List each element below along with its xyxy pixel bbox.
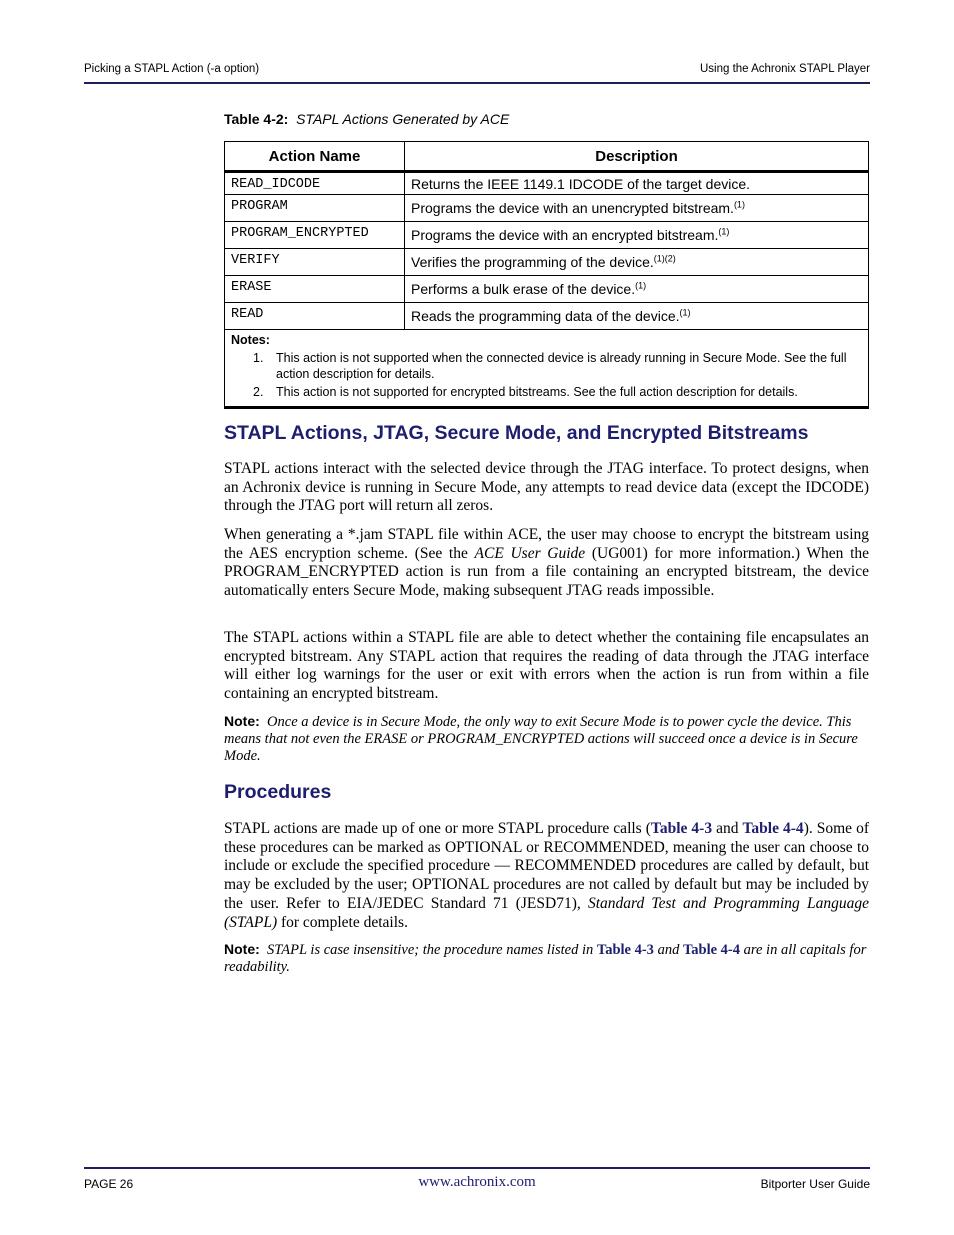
paragraph: The STAPL actions within a STAPL file are able to detect whether the containing file encapsulates an encrypted bitstream. Any STAPL action that requires the reading of data through the JTAG interface will either log warnings for the user or exit with errors when the action is run from within a file containing an encrypted bitstream. xyxy=(224,629,869,703)
note-item xyxy=(231,384,862,400)
notes-title: Notes: xyxy=(231,333,270,347)
note-text: This action is not supported when the connected device is already running in Secure Mode. See the full action description for details. xyxy=(276,351,847,381)
table-caption xyxy=(224,111,509,127)
description-cell: Performs a bulk erase of the device.$^{(1)}$ xyxy=(405,276,869,303)
table-row xyxy=(225,249,869,276)
column-header-description: Description xyxy=(405,142,869,172)
column-header-action-name: Action Name xyxy=(225,142,405,172)
footnote-ref: (1) xyxy=(635,280,647,291)
note-number: 2. xyxy=(253,385,264,399)
table-caption-label: Table 4-2: xyxy=(224,111,289,127)
table-row xyxy=(225,303,869,330)
footer-rule xyxy=(84,1167,870,1169)
website-link[interactable]: www.achronix.com xyxy=(418,1174,536,1190)
action-name-cell: PROGRAM_ENCRYPTED xyxy=(225,222,405,249)
link-table-4-3[interactable]: Table 4-3 xyxy=(650,820,713,837)
note-label: Note: xyxy=(224,713,260,729)
page-number: PAGE 26 xyxy=(84,1177,134,1191)
table-caption-title: STAPL Actions Generated by ACE xyxy=(296,111,510,127)
table-row xyxy=(225,172,869,195)
table-notes xyxy=(225,330,869,408)
table-row xyxy=(225,276,869,303)
footnote-ref: (1) xyxy=(733,199,745,210)
action-name-cell: ERASE xyxy=(225,276,405,303)
note-label: Note: xyxy=(224,941,260,957)
action-name-cell: READ_IDCODE xyxy=(225,172,405,195)
description-cell: Returns the IEEE 1149.1 IDCODE of the target device. xyxy=(405,172,869,195)
ace-user-guide-title: ACE User Guide xyxy=(474,544,586,562)
footnote-ref: (1) xyxy=(679,307,691,318)
note-item xyxy=(231,350,862,382)
header-chapter-title: Using the Achronix STAPL Player xyxy=(699,63,870,75)
header-rule xyxy=(84,82,870,84)
description-cell: Reads the programming data of the device.$^{(1)}$ xyxy=(405,303,869,330)
link-table-4-4[interactable]: Table 4-4 xyxy=(682,942,741,958)
table-row xyxy=(225,222,869,249)
page-header xyxy=(84,63,870,81)
paragraph: When generating a *.jam STAPL file within ACE, the user may choose to encrypt the bitstream using the AES encryption scheme. (See the ACE User Guide (UG001) for more information.) When the PROGRAM_ENCRYPTED action is run from a file containing an encrypted bitstream, the device automatically enters Secure Mode, making subsequent JTAG reads impossible. xyxy=(224,526,870,600)
footnote-ref: (1)(2) xyxy=(653,253,676,264)
note-number: 1. xyxy=(253,351,264,365)
note-text: This action is not supported for encrypted bitstreams. See the full action description for details. xyxy=(276,385,798,399)
note-secure-mode xyxy=(224,713,869,765)
section-heading-stapl-actions: STAPL Actions, JTAG, Secure Mode, and Encrypted Bitstreams xyxy=(224,422,809,444)
description-cell: Verifies the programming of the device.$^{(1)(2)}$ xyxy=(405,249,869,276)
note-case-insensitive: Note: STAPL is case insensitive; the procedure names listed in Table 4-3 and Table 4-4 are in all capitals for readability. xyxy=(224,941,867,975)
jesd71-title: Standard Test and Programming Language (STAPL) xyxy=(224,894,869,931)
paragraph: STAPL actions are made up of one or more STAPL procedure calls (Table 4-3 and Table 4-4). Some of these procedures can be marked as OPTIONAL or RECOMMENDED, meaning the user can choose to include or exclude the specified procedure — RECOMMENDED procedures are called by default, but may be excluded by the user; OPTIONAL procedures are not called by default but may be included by the user. Refer to EIA/JEDEC Standard 71 (JESD71), Standard Test and Programming Language (STAPL) for complete details. xyxy=(224,820,869,931)
link-table-4-3[interactable]: Table 4-3 xyxy=(596,942,654,958)
description-cell: Programs the device with an unencrypted bitstream.$^{(1)}$ xyxy=(405,195,869,222)
action-name-cell: READ xyxy=(225,303,405,330)
action-name-cell: VERIFY xyxy=(225,249,405,276)
paragraph: STAPL actions interact with the selected device through the JTAG interface. To protect designs, when an Achronix device is running in Secure Mode, any attempts to read device data (except the IDCODE) through the JTAG port will return all zeros. xyxy=(224,460,869,515)
section-heading-procedures: Procedures xyxy=(224,781,332,803)
table-row xyxy=(225,195,869,222)
document-title: Bitporter User Guide xyxy=(760,1177,870,1191)
header-section-title: Picking a STAPL Action (-a option) xyxy=(84,63,260,75)
footnote-ref: (1) xyxy=(718,226,730,237)
action-name-cell: PROGRAM xyxy=(225,195,405,222)
stapl-actions-table xyxy=(224,141,869,409)
description-cell: Programs the device with an encrypted bitstream.$^{(1)}$ xyxy=(405,222,869,249)
note-text: Once a device is in Secure Mode, the only way to exit Secure Mode is to power cycle the device. This means that not even the ERASE or PROGRAM_ENCRYPTED actions will succeed once a device is in Secure Mode. xyxy=(224,714,858,764)
link-table-4-4[interactable]: Table 4-4 xyxy=(742,820,804,837)
page-footer xyxy=(84,1176,870,1196)
